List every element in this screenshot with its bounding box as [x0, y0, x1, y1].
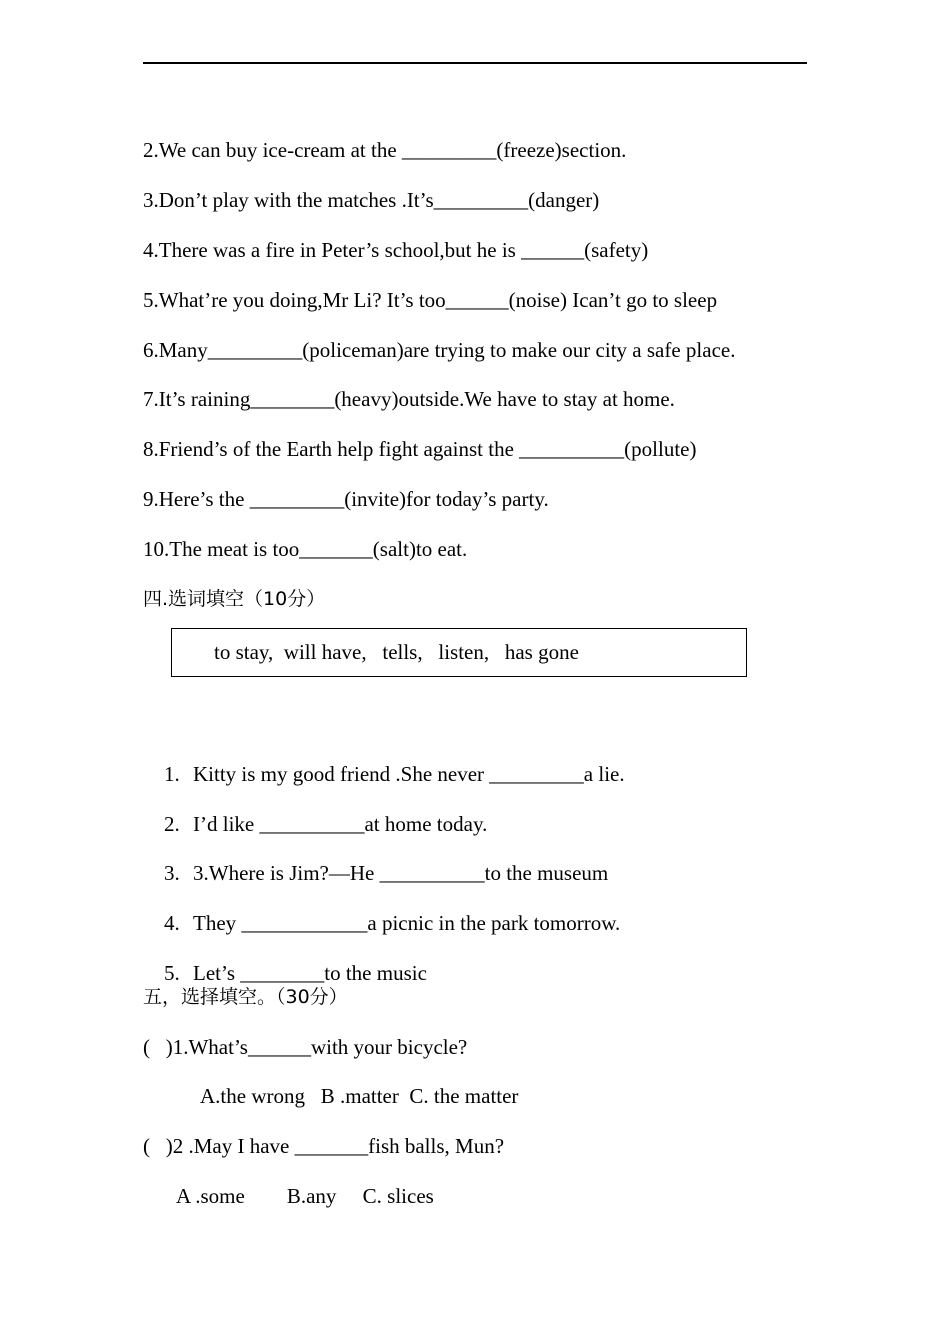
section3-item-9: 9.Here’s the _________(invite)for today’s party. — [143, 487, 549, 511]
item-number: 5. — [164, 961, 180, 985]
section3-item-2: 2.We can buy ice-cream at the _________(freeze)section. — [143, 138, 627, 162]
section4-heading: 四.选词填空（10分） — [143, 588, 326, 610]
item-text: 3.Where is Jim?—He __________to the museum — [193, 861, 609, 885]
section5-question-1-options: A.the wrong B .matter C. the matter — [200, 1084, 519, 1108]
item-text: Let’s ________to the music — [193, 961, 427, 985]
header-rule — [143, 62, 807, 64]
item-text: They ____________a picnic in the park tomorrow. — [193, 911, 621, 935]
section5-question-2-options: A .some B.any C. slices — [176, 1184, 434, 1208]
item-number: 2. — [164, 812, 180, 836]
section3-item-7: 7.It’s raining________(heavy)outside.We have to stay at home. — [143, 387, 675, 411]
section3-item-6: 6.Many_________(policeman)are trying to make our city a safe place. — [143, 338, 736, 362]
section3-item-10: 10.The meat is too_______(salt)to eat. — [143, 537, 468, 561]
item-number: 3. — [164, 861, 180, 885]
word-bank-text: to stay, will have, tells, listen, has gone — [214, 640, 579, 664]
section3-item-5: 5.What’re you doing,Mr Li? It’s too______(noise) Ican’t go to sleep — [143, 288, 718, 312]
section5-heading: 五，选择填空。（30分） — [143, 986, 348, 1008]
section5-question-2: ( )2 .May I have _______fish balls, Mun? — [143, 1134, 505, 1158]
section5-question-1: ( )1.What’s______with your bicycle? — [143, 1035, 468, 1059]
section3-item-3: 3.Don’t play with the matches .It’s_________(danger) — [143, 188, 600, 212]
item-number: 4. — [164, 911, 180, 935]
item-text: Kitty is my good friend .She never _________a lie. — [193, 762, 625, 786]
section3-item-8: 8.Friend’s of the Earth help fight against the __________(pollute) — [143, 437, 697, 461]
section3-item-4: 4.There was a fire in Peter’s school,but he is ______(safety) — [143, 238, 649, 262]
item-text: I’d like __________at home today. — [193, 812, 488, 836]
word-bank-box — [171, 628, 747, 677]
item-number: 1. — [164, 762, 180, 786]
